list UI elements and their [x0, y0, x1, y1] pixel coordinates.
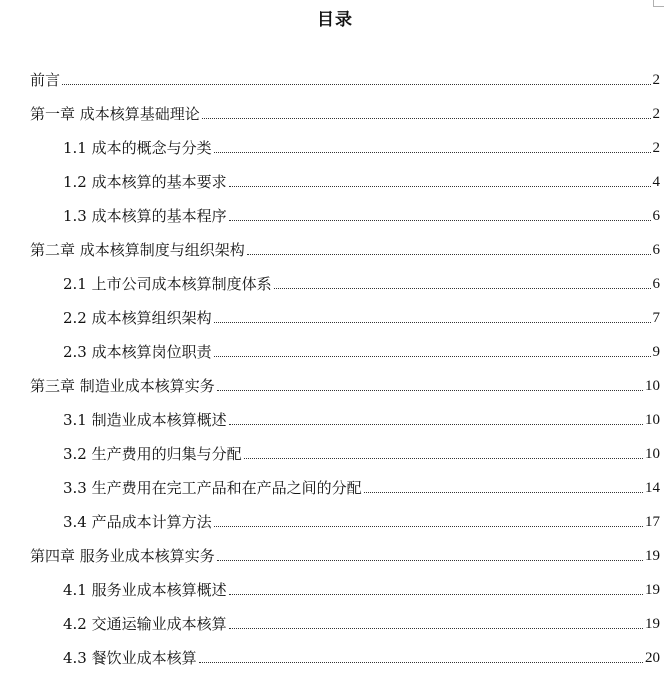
toc-entry-label: 第四章 服务业成本核算实务	[30, 547, 215, 565]
toc-dot-leader	[247, 254, 651, 255]
toc-entry-label: 4.3 餐饮业成本核算	[63, 649, 197, 667]
toc-entry-label: 2.3 成本核算岗位职责	[63, 343, 212, 361]
toc-page-number: 6	[652, 242, 660, 258]
toc-dot-leader	[214, 152, 651, 153]
toc-section-entry[interactable]	[0, 335, 670, 369]
toc-entry-label: 2.1 上市公司成本核算制度体系	[63, 275, 272, 293]
toc-page-number: 19	[645, 582, 660, 598]
toc-entry-label: 4.1 服务业成本核算概述	[63, 581, 227, 599]
toc-page-number: 20	[645, 650, 660, 666]
toc-entry-label: 3.3 生产费用在完工产品和在产品之间的分配	[63, 479, 362, 497]
toc-dot-leader	[229, 186, 651, 187]
toc-chapter-entry[interactable]	[0, 63, 670, 97]
toc-section-entry[interactable]	[0, 505, 670, 539]
toc-dot-leader	[229, 220, 651, 221]
toc-section-entry[interactable]	[0, 403, 670, 437]
toc-entry-label: 前言	[30, 71, 61, 89]
toc-chapter-entry[interactable]	[0, 233, 670, 267]
toc-dot-leader	[214, 356, 651, 357]
toc-page-number: 10	[645, 378, 660, 394]
toc-page-number: 2	[652, 72, 660, 88]
toc-dot-leader	[202, 118, 651, 119]
toc-page-number: 6	[652, 276, 660, 292]
toc-section-entry[interactable]	[0, 607, 670, 641]
toc-section-entry[interactable]	[0, 199, 670, 233]
toc-list	[0, 63, 670, 675]
toc-entry-label: 4.2 交通运输业成本核算	[63, 615, 227, 633]
toc-page-number: 17	[645, 514, 660, 530]
toc-section-entry[interactable]	[0, 437, 670, 471]
toc-section-entry[interactable]	[0, 267, 670, 301]
toc-entry-label: 2.2 成本核算组织架构	[63, 309, 212, 327]
toc-entry-label: 3.1 制造业成本核算概述	[63, 411, 227, 429]
toc-page-number: 19	[645, 548, 660, 564]
toc-dot-leader	[364, 492, 643, 493]
toc-dot-leader	[199, 662, 643, 663]
toc-section-entry[interactable]	[0, 573, 670, 607]
toc-entry-label: 1.2 成本核算的基本要求	[63, 173, 227, 191]
toc-section-entry[interactable]	[0, 131, 670, 165]
toc-page-number: 6	[652, 208, 660, 224]
toc-dot-leader	[217, 560, 643, 561]
toc-dot-leader	[274, 288, 651, 289]
toc-section-entry[interactable]	[0, 165, 670, 199]
toc-page-number: 9	[652, 344, 660, 360]
toc-dot-leader	[229, 594, 643, 595]
toc-entry-label: 1.1 成本的概念与分类	[63, 139, 212, 157]
toc-dot-leader	[217, 390, 643, 391]
toc-entry-label: 第三章 制造业成本核算实务	[30, 377, 215, 395]
toc-entry-label: 1.3 成本核算的基本程序	[63, 207, 227, 225]
toc-dot-leader	[214, 322, 651, 323]
toc-dot-leader	[62, 84, 650, 85]
toc-page-number: 2	[652, 106, 660, 122]
toc-chapter-entry[interactable]	[0, 97, 670, 131]
toc-section-entry[interactable]	[0, 471, 670, 505]
toc-chapter-entry[interactable]	[0, 539, 670, 573]
toc-entry-label: 3.2 生产费用的归集与分配	[63, 445, 242, 463]
toc-dot-leader	[229, 628, 643, 629]
toc-title: 目录	[317, 10, 353, 30]
toc-page-number: 10	[645, 446, 660, 462]
toc-section-entry[interactable]	[0, 641, 670, 675]
toc-page-number: 7	[652, 310, 660, 326]
toc-page-number: 10	[645, 412, 660, 428]
toc-page-number: 19	[645, 616, 660, 632]
toc-entry-label: 第二章 成本核算制度与组织架构	[30, 241, 245, 259]
toc-chapter-entry[interactable]	[0, 369, 670, 403]
toc-dot-leader	[229, 424, 643, 425]
toc-dot-leader	[244, 458, 643, 459]
toc-section-entry[interactable]	[0, 301, 670, 335]
toc-entry-label: 3.4 产品成本计算方法	[63, 513, 212, 531]
toc-entry-label: 第一章 成本核算基础理论	[30, 105, 200, 123]
toc-page-number: 14	[645, 480, 660, 496]
toc-dot-leader	[214, 526, 643, 527]
toc-page-number: 2	[652, 140, 660, 156]
toc-page-number: 4	[652, 174, 660, 190]
